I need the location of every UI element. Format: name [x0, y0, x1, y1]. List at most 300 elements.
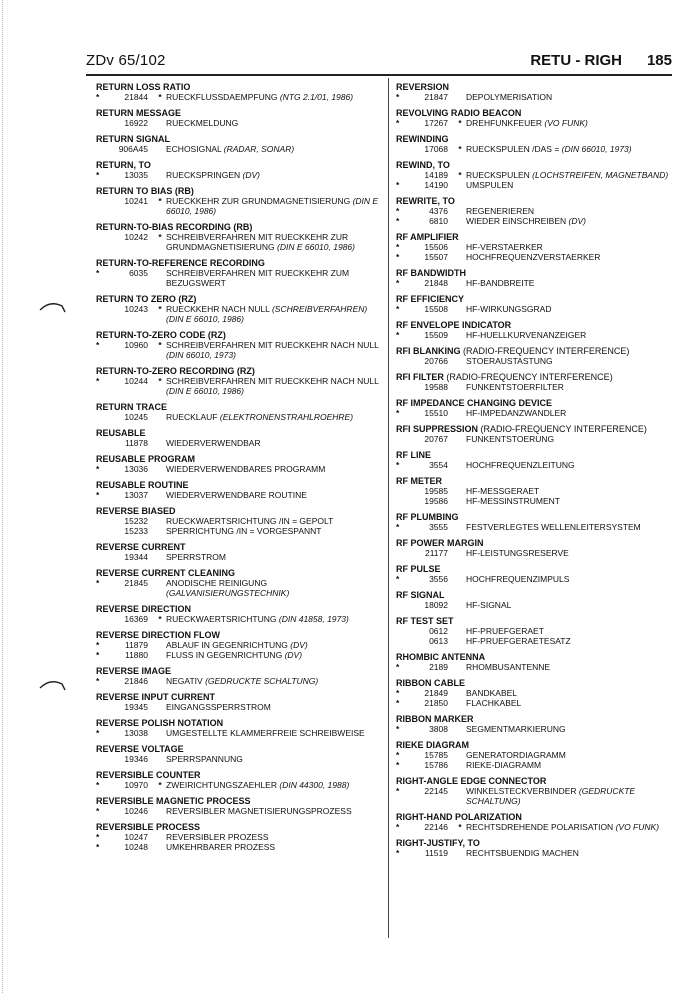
term-number: 22145 — [424, 786, 448, 796]
standard-mark — [396, 144, 408, 154]
entry-term — [96, 568, 382, 578]
entry-sense — [96, 490, 382, 500]
entry-term-text: RF EFFICIENCY — [396, 294, 465, 304]
translation-text: RUECKSPRINGEN — [166, 170, 241, 180]
standard-mark: * — [396, 786, 400, 796]
translation — [466, 330, 686, 340]
standard-mark — [396, 636, 408, 646]
dictionary-entry — [396, 812, 686, 832]
term-number: 10244 — [124, 376, 148, 386]
term-number: 15509 — [424, 330, 448, 340]
dictionary-entry — [96, 134, 382, 154]
term-number: 15510 — [424, 408, 448, 418]
translation-note: (ELEKTRONENSTRAHLROEHRE) — [219, 412, 354, 422]
preferred-mark — [154, 412, 166, 422]
entry-sense — [396, 496, 686, 506]
entry-sense — [396, 760, 686, 770]
entry-term-text: REVERSIBLE MAGNETIC PROCESS — [96, 796, 251, 806]
term-number: 21848 — [424, 278, 448, 288]
term-number: 15233 — [124, 526, 148, 536]
standard-mark: * — [96, 806, 100, 816]
term-number: 13037 — [124, 490, 148, 500]
translation — [466, 750, 686, 760]
translation-text: FLUSS IN GEGENRICHTUNG — [166, 650, 283, 660]
preferred-mark: * — [158, 614, 162, 624]
translation-text: REVERSIBLER MAGNETISIERUNGSPROZESS — [166, 806, 352, 816]
term-number: 15507 — [424, 252, 448, 262]
preferred-mark — [454, 252, 466, 262]
translation-text: RUECKKEHR ZUR GRUNDMAGNETISIERUNG — [166, 196, 351, 206]
preferred-mark — [454, 206, 466, 216]
entry-term — [96, 542, 382, 552]
translation-text: SPERRSPANNUNG — [166, 754, 243, 764]
translation — [466, 636, 686, 646]
standard-mark — [96, 516, 108, 526]
entry-sense — [396, 548, 686, 558]
preferred-mark — [154, 676, 166, 686]
translation — [166, 676, 382, 686]
dictionary-entry — [96, 666, 382, 686]
entry-sense — [396, 434, 686, 444]
standard-mark — [96, 118, 108, 128]
translation-note: (DIN E 66010, 1986) — [166, 196, 379, 216]
translation-text: HF-WIRKUNGSGRAD — [466, 304, 552, 314]
translation-note: (DIN 41858, 1973) — [278, 614, 349, 624]
preferred-mark — [154, 842, 166, 852]
entry-sense — [396, 574, 686, 584]
term-number: 21844 — [124, 92, 148, 102]
entry-term — [396, 134, 686, 144]
term-number: 19344 — [124, 552, 148, 562]
entry-term-text: RF PULSE — [396, 564, 441, 574]
translation — [466, 118, 686, 128]
dictionary-entry — [96, 108, 382, 128]
preferred-mark — [454, 180, 466, 190]
preferred-mark — [454, 688, 466, 698]
standard-mark: * — [396, 242, 400, 252]
translation-text: FLACHKABEL — [466, 698, 522, 708]
translation-note: (DV) — [242, 170, 261, 180]
standard-mark — [96, 304, 108, 324]
entry-term-text: RIBBON MARKER — [396, 714, 474, 724]
translation-text: RUECKWAERTSRICHTUNG /IN = GEPOLT — [166, 516, 334, 526]
entry-term — [96, 222, 382, 232]
translation-text: UMSPULEN — [466, 180, 514, 190]
entry-term-text: RF IMPEDANCE CHANGING DEVICE — [396, 398, 553, 408]
translation-text: ZWEIRICHTUNGSZAEHLER — [166, 780, 277, 790]
translation-note: (GEDRUCKTE SCHALTUNG) — [466, 786, 636, 806]
translation-note: (DIN E 66010, 1986) — [166, 386, 244, 396]
translation — [466, 848, 686, 858]
preferred-mark — [154, 490, 166, 500]
entry-term — [96, 186, 382, 196]
standard-mark: * — [396, 180, 400, 190]
standard-mark: * — [96, 464, 100, 474]
dictionary-entry — [396, 652, 686, 672]
preferred-mark — [454, 496, 466, 506]
term-number: 3556 — [429, 574, 448, 584]
translation-text: SPERRSTROM — [166, 552, 226, 562]
preferred-mark — [454, 434, 466, 444]
translation — [166, 842, 382, 852]
dictionary-entry — [96, 454, 382, 474]
entry-sense — [396, 848, 686, 858]
entry-sense — [396, 600, 686, 610]
term-number: 10960 — [124, 340, 148, 350]
standard-mark: * — [396, 252, 400, 262]
term-number: 19345 — [124, 702, 148, 712]
translation-text: HOCHFREQUENZVERSTAERKER — [466, 252, 601, 262]
entry-term — [396, 590, 686, 600]
standard-mark: * — [396, 92, 400, 102]
dictionary-entry — [396, 320, 686, 340]
translation — [466, 786, 686, 806]
translation — [166, 490, 382, 500]
entry-sense — [96, 340, 382, 360]
entry-term — [96, 160, 382, 170]
term-number: 13038 — [124, 728, 148, 738]
translation — [166, 464, 382, 474]
entry-sense — [396, 486, 686, 496]
dictionary-entry — [96, 480, 382, 500]
entry-term — [396, 838, 686, 848]
dictionary-entry — [96, 366, 382, 396]
translation-note: (DIN 44300, 1988) — [279, 780, 350, 790]
entry-term-text: REVERSE IMAGE — [96, 666, 172, 676]
translation — [166, 702, 382, 712]
translation-note: (DV) — [284, 650, 303, 660]
page-header — [86, 52, 672, 72]
entry-term — [96, 294, 382, 304]
term-number: 22146 — [424, 822, 448, 832]
standard-mark: * — [396, 460, 400, 470]
entry-sense — [396, 92, 686, 102]
entry-term-text: RETURN-TO-BIAS RECORDING (RB) — [96, 222, 253, 232]
translation-text: GENERATORDIAGRAMM — [466, 750, 566, 760]
dictionary-entry — [96, 258, 382, 288]
translation — [166, 728, 382, 738]
term-number: 10245 — [124, 412, 148, 422]
translation — [166, 614, 382, 624]
entry-term — [96, 330, 382, 340]
translation — [466, 92, 686, 102]
preferred-mark: * — [158, 780, 162, 790]
preferred-mark — [454, 408, 466, 418]
term-number: 15508 — [424, 304, 448, 314]
term-number: 6810 — [429, 216, 448, 226]
translation — [466, 434, 686, 444]
standard-mark — [96, 754, 108, 764]
entry-term — [396, 512, 686, 522]
entry-term-text: RETURN TO ZERO (RZ) — [96, 294, 197, 304]
entry-term-text: RF BANDWIDTH — [396, 268, 466, 278]
preferred-mark: * — [158, 376, 162, 386]
preferred-mark — [454, 848, 466, 858]
dictionary-entry — [396, 134, 686, 154]
entry-term-text: RIBBON CABLE — [396, 678, 465, 688]
translation — [466, 574, 686, 584]
translation-note: (LOCHSTREIFEN, MAGNETBAND) — [532, 170, 669, 180]
right-column — [396, 82, 686, 864]
entry-sense — [96, 464, 382, 474]
translation — [466, 822, 686, 832]
entry-sense — [96, 304, 382, 324]
entry-term-text: RF LINE — [396, 450, 431, 460]
margin-pencil-mark — [38, 298, 68, 316]
translation-text: UMKEHRBARER PROZESS — [166, 842, 276, 852]
term-number: 11879 — [124, 640, 148, 650]
document-id: ZDv 65/102 — [86, 52, 166, 69]
translation-text: RUECKLAUF — [166, 412, 218, 422]
translation — [166, 754, 382, 764]
term-number: 14189 — [424, 170, 448, 180]
translation-text: ANODISCHE REINIGUNG — [166, 578, 268, 588]
entry-sense — [396, 636, 686, 646]
preferred-mark — [154, 832, 166, 842]
left-column — [96, 82, 382, 858]
preferred-mark — [454, 724, 466, 734]
entry-term-text: RIEKE DIAGRAM — [396, 740, 470, 750]
entry-sense — [96, 144, 382, 154]
entry-term-note: (RADIO-FREQUENCY INTERFERENCE) — [463, 346, 630, 356]
translation — [166, 376, 382, 396]
translation-text: RUECKKEHR NACH NULL — [166, 304, 270, 314]
entry-sense — [96, 728, 382, 738]
translation — [466, 548, 686, 558]
translation-text: RHOMBUSANTENNE — [466, 662, 551, 672]
term-number: 10241 — [124, 196, 148, 206]
entry-sense — [396, 144, 686, 154]
translation-text: REGENERIEREN — [466, 206, 535, 216]
translation — [466, 522, 686, 532]
translation-text: HF-PRUEFGERAETESATZ — [466, 636, 571, 646]
entry-term-text: REVERSE BIASED — [96, 506, 176, 516]
entry-sense — [96, 376, 382, 396]
preferred-mark — [454, 750, 466, 760]
entry-term — [96, 770, 382, 780]
entry-term-text: RF METER — [396, 476, 442, 486]
translation-text: REVERSIBLER PROZESS — [166, 832, 269, 842]
term-number: 18092 — [424, 600, 448, 610]
translation — [166, 650, 382, 660]
entry-term-text: RETURN, TO — [96, 160, 151, 170]
translation-text: FUNKENTSTOERFILTER — [466, 382, 564, 392]
dictionary-entry — [396, 82, 686, 102]
entry-sense — [396, 750, 686, 760]
dictionary-entry — [396, 590, 686, 610]
translation-note: (RADAR, SONAR) — [223, 144, 295, 154]
translation — [466, 760, 686, 770]
translation-text: HF-LEISTUNGSRESERVE — [466, 548, 569, 558]
entry-sense — [396, 626, 686, 636]
term-number: 19586 — [424, 496, 448, 506]
preferred-mark — [154, 170, 166, 180]
term-number: 10247 — [124, 832, 148, 842]
entry-sense — [96, 780, 382, 790]
term-number: 13036 — [124, 464, 148, 474]
dictionary-entry — [96, 186, 382, 216]
translation-text: RUECKFLUSSDAEMPFUNG — [166, 92, 278, 102]
translation-text: RUECKWAERTSRICHTUNG — [166, 614, 277, 624]
preferred-mark: * — [158, 340, 162, 350]
entry-term-text: RETURN TO BIAS (RB) — [96, 186, 194, 196]
entry-term — [96, 454, 382, 464]
translation — [466, 408, 686, 418]
entry-term-text: REVERSE CURRENT CLEANING — [96, 568, 236, 578]
translation-text: WIEDERVERWENDBARE ROUTINE — [166, 490, 307, 500]
entry-sense — [396, 216, 686, 226]
term-number: 20767 — [424, 434, 448, 444]
entry-sense — [396, 118, 686, 128]
preferred-mark — [454, 486, 466, 496]
translation — [466, 242, 686, 252]
entry-term — [96, 428, 382, 438]
translation-text: WIEDERVERWENDBAR — [166, 438, 261, 448]
entry-sense — [96, 526, 382, 536]
translation-text: BANDKABEL — [466, 688, 518, 698]
standard-mark: * — [396, 662, 400, 672]
term-number: 10970 — [124, 780, 148, 790]
entry-term — [96, 258, 382, 268]
dictionary-entry — [96, 294, 382, 324]
entry-term-text: REVERSE CURRENT — [96, 542, 186, 552]
entry-sense — [96, 268, 382, 288]
entry-sense — [396, 662, 686, 672]
entry-sense — [96, 170, 382, 180]
standard-mark: * — [396, 848, 400, 858]
entry-term — [396, 232, 686, 242]
translation-text: HF-MESSGERAET — [466, 486, 540, 496]
translation-note: (GALVANISIERUNGSTECHNIK) — [166, 588, 290, 598]
translation — [166, 640, 382, 650]
standard-mark: * — [96, 676, 100, 686]
translation — [166, 232, 382, 252]
translation-note: (SCHREIBVERFAHREN) (DIN E 66010, 1986) — [166, 304, 368, 324]
translation-text: HF-IMPEDANZWANDLER — [466, 408, 567, 418]
term-number: 4376 — [429, 206, 448, 216]
term-number: 15232 — [124, 516, 148, 526]
term-number: 13035 — [124, 170, 148, 180]
dictionary-entry — [396, 564, 686, 584]
standard-mark — [396, 356, 408, 366]
entry-term-text: RFI BLANKING — [396, 346, 461, 356]
entry-term-text: RETURN-TO-ZERO CODE (RZ) — [96, 330, 226, 340]
term-number: 10242 — [124, 232, 148, 242]
translation-note: (DV) — [290, 640, 308, 650]
term-number: 11880 — [124, 650, 148, 660]
translation — [466, 216, 686, 226]
entry-term-text: RETURN SIGNAL — [96, 134, 170, 144]
preferred-mark — [154, 650, 166, 660]
standard-mark: * — [96, 728, 100, 738]
dictionary-entry — [96, 402, 382, 422]
translation-note: (DIN 66010, 1973) — [166, 350, 236, 360]
entry-sense — [96, 92, 382, 102]
entry-term-text: RIGHT-ANGLE EDGE CONNECTOR — [396, 776, 547, 786]
preferred-mark — [454, 522, 466, 532]
term-number: 3554 — [429, 460, 448, 470]
translation — [166, 438, 382, 448]
entry-term — [396, 776, 686, 786]
term-number: 6035 — [129, 268, 148, 278]
translation — [166, 268, 382, 288]
entry-term-text: REVOLVING RADIO BEACON — [396, 108, 522, 118]
translation — [466, 170, 686, 180]
standard-mark — [96, 552, 108, 562]
translation — [466, 304, 686, 314]
preferred-mark — [154, 754, 166, 764]
entry-term-text: RETURN-TO-ZERO RECORDING (RZ) — [96, 366, 255, 376]
standard-mark: * — [396, 822, 400, 832]
term-number: 19346 — [124, 754, 148, 764]
entry-term — [396, 678, 686, 688]
standard-mark: * — [96, 92, 100, 102]
standard-mark — [96, 232, 108, 252]
preferred-mark — [154, 806, 166, 816]
translation-text: HF-PRUEFGERAET — [466, 626, 544, 636]
entry-term — [396, 294, 686, 304]
standard-mark — [96, 196, 108, 216]
entry-term — [396, 714, 686, 724]
entry-sense — [96, 412, 382, 422]
preferred-mark: * — [158, 232, 162, 242]
dictionary-entry — [96, 604, 382, 624]
standard-mark: * — [96, 490, 100, 500]
dictionary-entry — [96, 160, 382, 180]
translation-text: HOCHFREQUENZIMPULS — [466, 574, 570, 584]
preferred-mark — [454, 278, 466, 288]
entry-term-text: RIGHT-JUSTIFY, TO — [396, 838, 480, 848]
term-number: 20766 — [424, 356, 448, 366]
standard-mark: * — [396, 304, 400, 314]
standard-mark — [396, 434, 408, 444]
translation — [466, 600, 686, 610]
translation-text: RUECKSPULEN — [466, 170, 530, 180]
translation — [466, 486, 686, 496]
entry-term-note: (RADIO-FREQUENCY INTERFERENCE) — [446, 372, 613, 382]
standard-mark: * — [96, 650, 100, 660]
entry-term-text: RF SIGNAL — [396, 590, 445, 600]
translation — [166, 526, 382, 536]
dictionary-entry — [396, 398, 686, 418]
entry-sense — [96, 754, 382, 764]
standard-mark — [396, 486, 408, 496]
entry-sense — [96, 650, 382, 660]
entry-term-text: RETURN MESSAGE — [96, 108, 182, 118]
translation-note: (GEDRUCKTE SCHALTUNG) — [205, 676, 319, 686]
translation-note: (NTG 2.1/01, 1986) — [279, 92, 354, 102]
translation — [466, 278, 686, 288]
entry-sense — [396, 180, 686, 190]
standard-mark — [96, 614, 108, 624]
translation — [466, 662, 686, 672]
translation — [166, 144, 382, 154]
term-number: 2189 — [429, 662, 448, 672]
entry-sense — [96, 578, 382, 598]
preferred-mark — [454, 636, 466, 646]
entry-term — [396, 812, 686, 822]
standard-mark: * — [396, 216, 400, 226]
entry-sense — [96, 676, 382, 686]
standard-mark — [396, 626, 408, 636]
dictionary-entry — [396, 196, 686, 226]
term-number: 21177 — [424, 548, 448, 558]
translation — [466, 724, 686, 734]
preferred-mark — [154, 268, 166, 288]
entry-sense — [96, 832, 382, 842]
dictionary-entry — [396, 740, 686, 770]
entry-term — [96, 506, 382, 516]
